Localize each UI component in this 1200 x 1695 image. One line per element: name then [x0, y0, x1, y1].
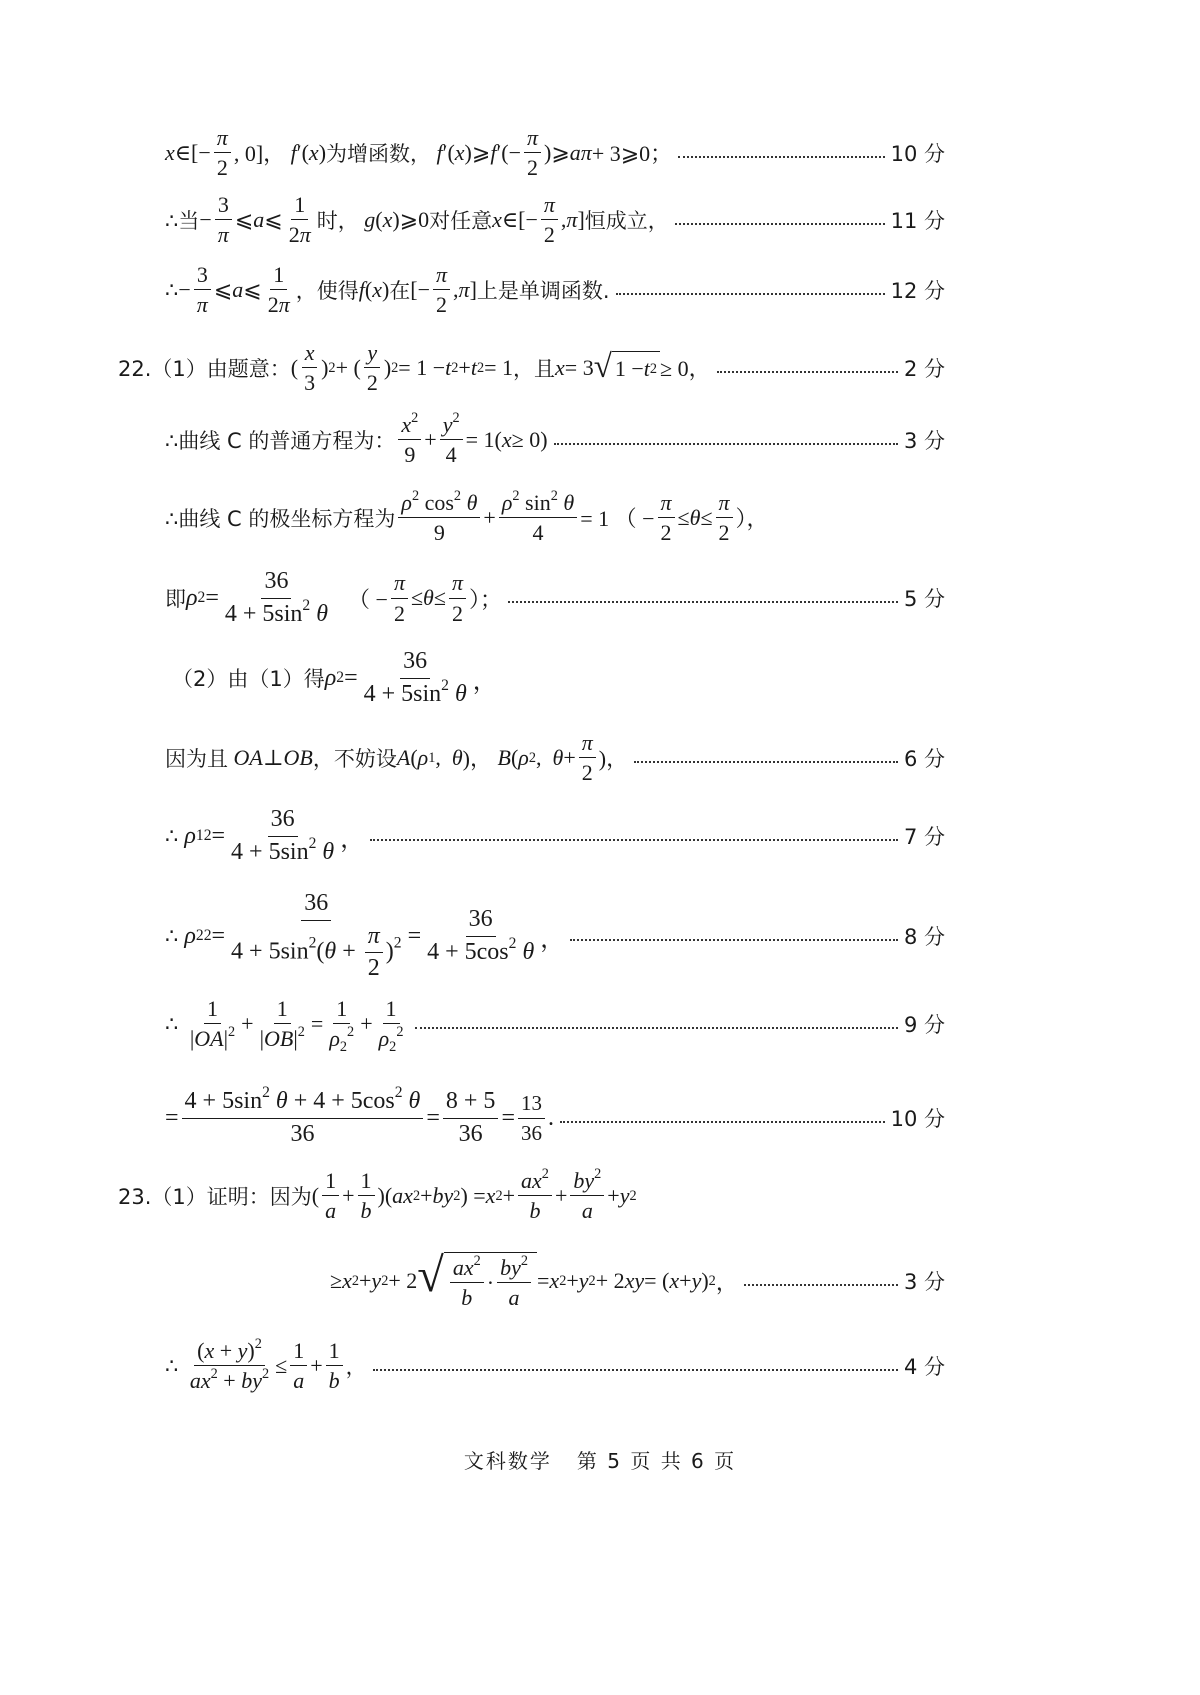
math-expression: ∴ ρ 1 2 = $\frac{36}{4 + 5\sin^2 \theta}$ ， — [165, 806, 365, 865]
score-label: 3 分 — [903, 428, 945, 453]
score-label: 3 分 — [903, 1270, 945, 1295]
math-expression: 23.（1）证明：因为 ( $\frac{1}{a}$ + $\frac{1}{b}$ )( ax 2 + by 2 ) = x 2 + $\frac{ax^2}{b}$ + $\frac{by^2}{a}$ + y 2 — [118, 1166, 637, 1224]
score-label: 5 分 — [903, 587, 945, 612]
solution-line-5 — [165, 412, 945, 468]
score-label: 10 分 — [890, 1107, 945, 1132]
math-expression: 因为且 OA ⊥ OB ，不妨设 A ( ρ 1 , θ )， B ( ρ 2 , θ + $\frac{\pi}{2}$ )， — [165, 730, 629, 786]
dot-leader — [508, 601, 898, 603]
math-expression: 22.（1）由题意： ( $\frac{x}{3}$ ) 2 + ( $\frac{y}{2}$ ) 2 = 1 − t 2 + t 2 = 1 ，且 x = 3 √ 1 − t 2 ≥ 0， — [118, 340, 711, 396]
dot-leader — [373, 1369, 898, 1371]
solution-line-13 — [165, 1084, 945, 1148]
score-label: 7 分 — [903, 825, 945, 850]
solution-line-11 — [165, 890, 945, 983]
math-expression: ∴曲线 C 的普通方程为： $\frac{x^2}{9}$ + $\frac{y^2}{4}$ = 1( x ≥ 0) — [165, 410, 548, 468]
footer-subject: 文科数学 — [463, 1449, 552, 1473]
dot-leader — [634, 761, 898, 763]
solution-line-15 — [330, 1249, 945, 1311]
math-expression: x ∈[− $\frac{\pi}{2}$ , 0]， f ′( x ) 为增函数， f ′( x )⩾ f ′(− $\frac{\pi}{2}$ )⩾ aπ + 3⩾0； — [165, 125, 673, 181]
dot-leader — [678, 156, 884, 158]
footer-page-number: 第 5 页 共 6 页 — [576, 1449, 737, 1473]
math-expression: ∴ − $\frac{3}{\pi}$ ⩽ a ⩽ $\frac{1}{2\pi}$ ，使得 f ( x ) 在 [− $\frac{\pi}{2}$ , π ] 上是单调函数. — [165, 262, 610, 318]
math-expression: ∴ ρ 2 2 = 36 $4 + 5\sin^2(\theta$ + $\frac{\pi}{2}$ )$^2$ = $\frac{36}{4 + 5\cos^2 \theta}$ ， — [165, 890, 565, 982]
dot-leader — [370, 839, 898, 841]
math-expression: ∴ $\frac{(x + y)^2}{ax^2 + by^2}$ ≤ $\frac{1}{a}$ + $\frac{1}{b}$ ， — [165, 1336, 367, 1394]
dot-leader — [675, 223, 885, 225]
solution-line-12 — [165, 996, 945, 1056]
dot-leader — [554, 443, 898, 445]
page-footer — [0, 1445, 1200, 1474]
solution-line-3 — [165, 262, 945, 318]
dot-leader — [717, 371, 898, 373]
math-expression: ∴曲线 C 的极坐标方程为 $\frac{\rho^2 \cos^2 \theta}{9}$ + $\frac{\rho^2 \sin^2 \theta}{4}$ = 1 （ − $\frac{\pi}{2}$ ≤ θ ≤ $\frac{\pi}{2}$ ）， — [165, 488, 769, 546]
solution-line-2 — [165, 192, 945, 248]
solution-line-8 — [172, 648, 945, 708]
dot-leader — [560, 1121, 885, 1123]
score-label: 10 分 — [890, 141, 945, 166]
solution-line-9 — [165, 730, 945, 786]
dot-leader — [744, 1284, 898, 1286]
score-label: 11 分 — [890, 208, 945, 233]
score-label: 6 分 — [903, 746, 945, 771]
solution-line-4 — [118, 340, 945, 396]
dot-leader — [570, 939, 898, 941]
dot-leader — [616, 293, 885, 295]
score-label: 8 分 — [903, 925, 945, 950]
score-label: 4 分 — [903, 1354, 945, 1379]
math-expression: = $\frac{4 + 5\sin^2 \theta + 4 + 5\cos^2 \theta}{36}$ = $\frac{8 + 5}{36}$ = $\frac{13}{36}$ . — [165, 1084, 554, 1147]
solution-line-6 — [165, 490, 945, 546]
solution-line-14 — [118, 1168, 945, 1224]
solution-line-1 — [165, 125, 945, 181]
solution-line-16 — [165, 1338, 945, 1394]
score-label: 2 分 — [903, 356, 945, 381]
math-expression: ≥ x 2 + y 2 + 2 √ $\frac{ax^2}{b}$ · $\frac{by^2}{a}$ = x 2 + y 2 + 2 xy = ( x + y ) 2 ， — [330, 1249, 738, 1311]
math-expression: （2）由（1）得 ρ 2 = $\frac{36}{4 + 5\sin^2 \theta}$ ， — [172, 648, 497, 707]
score-label: 9 分 — [903, 1012, 945, 1037]
dot-leader — [415, 1027, 897, 1029]
solution-line-10 — [165, 806, 945, 866]
solution-line-7: 即 ρ 2 = $\frac{36}{4 + 5\sin^2 \theta}$ （ − $\frac{\pi}{2}$ ≤ θ ≤ $\frac{\pi}{2}$ ）； 5 分 — [165, 568, 945, 627]
math-expression: ∴当 − $\frac{3}{\pi}$ ⩽ a ⩽ $\frac{1}{2\pi}$ 时， g ( x )⩾0 对任意 x ∈[− $\frac{\pi}{2}$ , π ] 恒成立， — [165, 192, 669, 248]
math-expression: ∴ $\frac{1}{|OA|^2}$ + $\frac{1}{|OB|^2}$ = $\frac{1}{\rho_2^2}$ + $\frac{1}{\rho_2^2}$ — [165, 996, 404, 1056]
score-label: 12 分 — [890, 278, 945, 303]
math-expression: 即 ρ 2 = $\frac{36}{4 + 5\sin^2 \theta}$ — [165, 568, 329, 627]
